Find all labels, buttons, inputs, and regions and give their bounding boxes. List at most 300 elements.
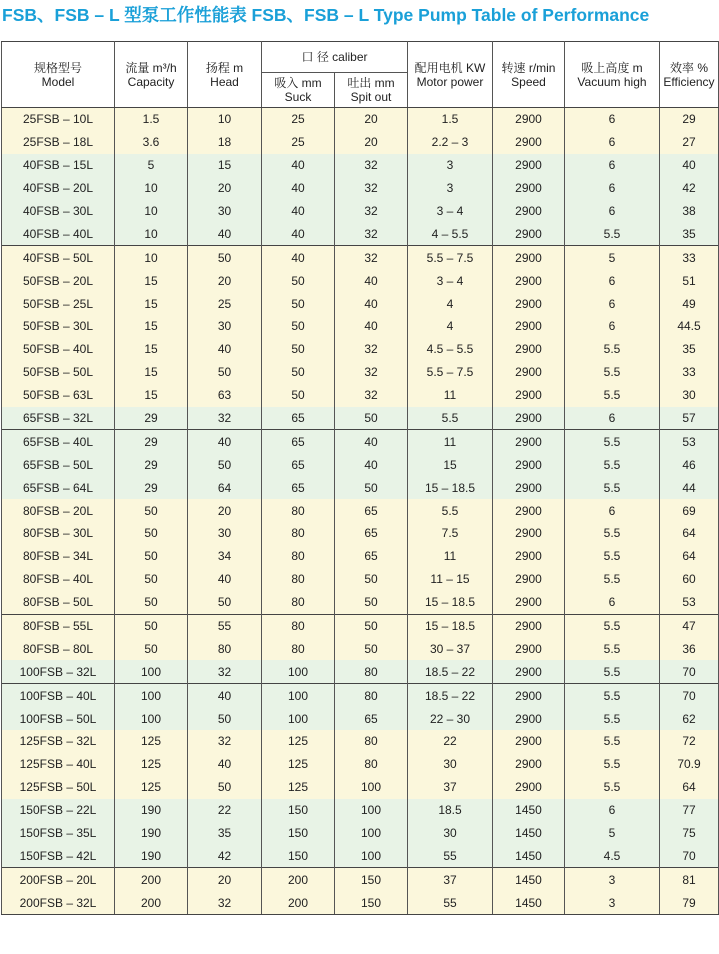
cell-spit: 20 [335,131,408,154]
cell-spit: 100 [335,822,408,845]
cell-eff: 64 [660,545,719,568]
table-row [2,614,719,637]
cell-vacuum: 6 [565,200,660,223]
cell-vacuum: 5.5 [565,522,660,545]
cell-eff: 70 [660,660,719,683]
cell-spit: 80 [335,684,408,707]
cell-motor: 5.5 [408,407,493,430]
cell-head: 30 [188,315,262,338]
cell-model: 65FSB – 64L [2,476,115,499]
table-row [2,476,719,499]
cell-suck: 80 [262,545,335,568]
cell-suck: 40 [262,200,335,223]
cell-speed: 2900 [493,222,565,245]
cell-vacuum: 5.5 [565,776,660,799]
cell-eff: 77 [660,799,719,822]
cell-speed: 2900 [493,338,565,361]
cell-motor: 30 [408,822,493,845]
cell-suck: 125 [262,730,335,753]
cell-speed: 2900 [493,292,565,315]
cell-capacity: 200 [115,891,188,914]
table-row [2,384,719,407]
cell-motor: 3 – 4 [408,269,493,292]
cell-head: 40 [188,430,262,453]
cell-motor: 3 – 4 [408,200,493,223]
cell-spit: 100 [335,799,408,822]
cell-motor: 55 [408,891,493,914]
cell-speed: 2900 [493,154,565,177]
cell-head: 25 [188,292,262,315]
cell-vacuum: 5.5 [565,684,660,707]
cell-eff: 64 [660,776,719,799]
cell-spit: 50 [335,407,408,430]
cell-model: 80FSB – 20L [2,499,115,522]
cell-capacity: 50 [115,568,188,591]
cell-capacity: 125 [115,776,188,799]
cell-model: 150FSB – 35L [2,822,115,845]
cell-model: 200FSB – 20L [2,868,115,891]
cell-capacity: 125 [115,753,188,776]
cell-model: 80FSB – 34L [2,545,115,568]
header-model-en: Model [41,74,75,89]
cell-head: 32 [188,891,262,914]
cell-vacuum: 5.5 [565,545,660,568]
cell-model: 80FSB – 50L [2,591,115,614]
cell-vacuum: 3 [565,868,660,891]
cell-capacity: 190 [115,799,188,822]
cell-model: 100FSB – 32L [2,660,115,683]
cell-motor: 5.5 – 7.5 [408,246,493,269]
cell-vacuum: 6 [565,407,660,430]
table-row [2,868,719,891]
cell-head: 50 [188,361,262,384]
cell-suck: 200 [262,868,335,891]
cell-capacity: 15 [115,315,188,338]
cell-spit: 40 [335,269,408,292]
cell-motor: 37 [408,776,493,799]
table-row [2,799,719,822]
cell-suck: 150 [262,822,335,845]
cell-motor: 4 [408,292,493,315]
cell-motor: 11 [408,545,493,568]
cell-spit: 32 [335,200,408,223]
cell-vacuum: 5.5 [565,430,660,453]
header-spit-en: Spit out [350,90,392,104]
cell-eff: 57 [660,407,719,430]
cell-eff: 35 [660,338,719,361]
cell-capacity: 100 [115,660,188,683]
cell-spit: 50 [335,637,408,660]
cell-speed: 2900 [493,453,565,476]
cell-head: 32 [188,407,262,430]
header-suck-en: Suck [284,90,312,104]
cell-model: 25FSB – 10L [2,108,115,131]
cell-speed: 1450 [493,822,565,845]
cell-suck: 150 [262,845,335,868]
cell-vacuum: 5.5 [565,614,660,637]
cell-eff: 38 [660,200,719,223]
cell-model: 125FSB – 40L [2,753,115,776]
cell-motor: 3 [408,154,493,177]
table-row [2,568,719,591]
cell-capacity: 29 [115,407,188,430]
cell-capacity: 5 [115,154,188,177]
table-row [2,131,719,154]
cell-spit: 100 [335,845,408,868]
table-row [2,246,719,269]
cell-motor: 22 [408,730,493,753]
cell-suck: 100 [262,660,335,683]
cell-motor: 30 – 37 [408,637,493,660]
table-row [2,407,719,430]
header-capacity-en: Capacity [127,74,175,89]
cell-head: 32 [188,660,262,683]
cell-eff: 62 [660,707,719,730]
table-row [2,753,719,776]
table-row [2,154,719,177]
header-suck [262,73,335,108]
cell-eff: 53 [660,430,719,453]
table-row [2,338,719,361]
cell-spit: 32 [335,177,408,200]
table-row [2,637,719,660]
cell-speed: 2900 [493,177,565,200]
cell-eff: 36 [660,637,719,660]
header-spit-cn: 吐出 mm [347,76,395,90]
cell-vacuum: 5.5 [565,476,660,499]
cell-model: 80FSB – 30L [2,522,115,545]
cell-model: 50FSB – 50L [2,361,115,384]
cell-capacity: 15 [115,338,188,361]
cell-eff: 75 [660,822,719,845]
table-row [2,315,719,338]
header-speed-en: Speed [511,74,546,89]
cell-motor: 55 [408,845,493,868]
header-efficiency [660,42,719,108]
table-header [2,42,719,108]
cell-vacuum: 5.5 [565,384,660,407]
cell-spit: 80 [335,730,408,753]
cell-head: 64 [188,476,262,499]
cell-capacity: 100 [115,684,188,707]
header-head-en: Head [210,74,239,89]
cell-head: 20 [188,177,262,200]
header-suck-cn: 吸入 mm [274,76,322,90]
header-efficiency-cn: 效率 % [669,60,708,75]
cell-capacity: 50 [115,614,188,637]
cell-eff: 79 [660,891,719,914]
cell-head: 20 [188,868,262,891]
cell-capacity: 10 [115,222,188,245]
table-row [2,222,719,245]
performance-table [1,41,719,915]
cell-motor: 7.5 [408,522,493,545]
header-vacuum-en: Vacuum high [577,74,647,89]
table-body [2,108,719,915]
cell-spit: 65 [335,499,408,522]
cell-suck: 40 [262,177,335,200]
cell-model: 50FSB – 20L [2,269,115,292]
cell-suck: 80 [262,637,335,660]
cell-suck: 100 [262,707,335,730]
table-row [2,269,719,292]
table-row [2,660,719,683]
cell-suck: 150 [262,799,335,822]
table-row [2,545,719,568]
cell-suck: 50 [262,315,335,338]
cell-model: 65FSB – 32L [2,407,115,430]
header-model-cn: 规格型号 [33,60,82,75]
cell-motor: 30 [408,753,493,776]
cell-head: 20 [188,499,262,522]
cell-spit: 50 [335,591,408,614]
cell-vacuum: 5 [565,822,660,845]
header-capacity-cn: 流量 m³/h [125,60,177,75]
cell-model: 80FSB – 40L [2,568,115,591]
cell-spit: 20 [335,108,408,131]
cell-capacity: 190 [115,845,188,868]
cell-spit: 50 [335,568,408,591]
cell-head: 63 [188,384,262,407]
cell-spit: 65 [335,707,408,730]
cell-motor: 15 – 18.5 [408,591,493,614]
cell-head: 50 [188,707,262,730]
cell-capacity: 50 [115,637,188,660]
table-row [2,292,719,315]
cell-speed: 2900 [493,430,565,453]
cell-eff: 70.9 [660,753,719,776]
cell-spit: 65 [335,522,408,545]
cell-capacity: 100 [115,707,188,730]
cell-suck: 25 [262,131,335,154]
cell-suck: 40 [262,222,335,245]
cell-speed: 2900 [493,637,565,660]
cell-speed: 2900 [493,753,565,776]
cell-suck: 65 [262,407,335,430]
cell-capacity: 10 [115,246,188,269]
cell-capacity: 125 [115,730,188,753]
cell-model: 80FSB – 55L [2,614,115,637]
cell-suck: 65 [262,453,335,476]
cell-vacuum: 6 [565,131,660,154]
cell-speed: 2900 [493,246,565,269]
cell-head: 50 [188,591,262,614]
header-model [2,42,115,108]
cell-suck: 125 [262,753,335,776]
cell-head: 20 [188,269,262,292]
cell-suck: 80 [262,499,335,522]
cell-capacity: 15 [115,292,188,315]
cell-motor: 18.5 – 22 [408,660,493,683]
cell-model: 80FSB – 80L [2,637,115,660]
cell-eff: 47 [660,614,719,637]
cell-head: 50 [188,246,262,269]
cell-motor: 3 [408,177,493,200]
header-efficiency-en: Efficiency [663,74,715,89]
cell-head: 32 [188,730,262,753]
cell-speed: 2900 [493,684,565,707]
cell-head: 30 [188,200,262,223]
cell-spit: 40 [335,292,408,315]
cell-suck: 100 [262,684,335,707]
cell-capacity: 200 [115,868,188,891]
cell-motor: 18.5 [408,799,493,822]
cell-spit: 32 [335,361,408,384]
cell-motor: 37 [408,868,493,891]
cell-suck: 65 [262,430,335,453]
cell-speed: 1450 [493,845,565,868]
cell-eff: 51 [660,269,719,292]
cell-speed: 2900 [493,660,565,683]
cell-suck: 50 [262,338,335,361]
header-head [188,42,262,108]
cell-eff: 70 [660,684,719,707]
cell-vacuum: 4.5 [565,845,660,868]
cell-capacity: 50 [115,545,188,568]
cell-model: 65FSB – 40L [2,430,115,453]
cell-capacity: 50 [115,522,188,545]
table-row [2,730,719,753]
cell-model: 40FSB – 50L [2,246,115,269]
cell-eff: 44.5 [660,315,719,338]
cell-vacuum: 3 [565,891,660,914]
cell-speed: 2900 [493,384,565,407]
cell-model: 150FSB – 42L [2,845,115,868]
table-row [2,591,719,614]
header-motor-cn: 配用电机 KW [414,60,486,75]
cell-eff: 29 [660,108,719,131]
cell-eff: 44 [660,476,719,499]
table-row [2,684,719,707]
cell-speed: 2900 [493,131,565,154]
cell-spit: 32 [335,338,408,361]
cell-motor: 15 – 18.5 [408,476,493,499]
table-row [2,361,719,384]
cell-model: 50FSB – 25L [2,292,115,315]
cell-eff: 81 [660,868,719,891]
cell-speed: 2900 [493,476,565,499]
cell-motor: 4 – 5.5 [408,222,493,245]
cell-head: 40 [188,568,262,591]
cell-eff: 42 [660,177,719,200]
cell-head: 35 [188,822,262,845]
cell-suck: 50 [262,361,335,384]
cell-speed: 1450 [493,868,565,891]
cell-suck: 80 [262,568,335,591]
cell-capacity: 1.5 [115,108,188,131]
header-speed-cn: 转速 r/min [501,60,556,75]
cell-eff: 64 [660,522,719,545]
cell-suck: 200 [262,891,335,914]
cell-spit: 100 [335,776,408,799]
cell-vacuum: 5.5 [565,637,660,660]
cell-spit: 40 [335,430,408,453]
table-row [2,108,719,131]
cell-suck: 125 [262,776,335,799]
cell-speed: 2900 [493,108,565,131]
cell-vacuum: 6 [565,591,660,614]
cell-speed: 2900 [493,545,565,568]
cell-vacuum: 6 [565,154,660,177]
cell-capacity: 10 [115,177,188,200]
cell-suck: 80 [262,522,335,545]
cell-capacity: 50 [115,499,188,522]
cell-speed: 2900 [493,499,565,522]
cell-spit: 32 [335,246,408,269]
cell-vacuum: 6 [565,799,660,822]
header-motor-en: Motor power [416,74,484,89]
cell-head: 80 [188,637,262,660]
page-title: FSB、FSB – L 型泵工作性能表 FSB、FSB – L Type Pump Table of Performance [2,5,650,25]
cell-head: 40 [188,222,262,245]
cell-speed: 2900 [493,315,565,338]
cell-speed: 2900 [493,200,565,223]
cell-speed: 2900 [493,730,565,753]
cell-model: 100FSB – 50L [2,707,115,730]
cell-model: 40FSB – 30L [2,200,115,223]
cell-model: 40FSB – 15L [2,154,115,177]
cell-spit: 80 [335,660,408,683]
header-caliber: 口 径 caliber [262,42,408,73]
cell-model: 150FSB – 22L [2,799,115,822]
table-row [2,776,719,799]
cell-model: 40FSB – 20L [2,177,115,200]
cell-eff: 69 [660,499,719,522]
table-row [2,822,719,845]
cell-head: 55 [188,614,262,637]
cell-vacuum: 6 [565,269,660,292]
table-row [2,430,719,453]
cell-eff: 49 [660,292,719,315]
cell-spit: 50 [335,614,408,637]
cell-eff: 40 [660,154,719,177]
cell-head: 40 [188,684,262,707]
cell-motor: 5.5 – 7.5 [408,361,493,384]
cell-eff: 33 [660,361,719,384]
cell-speed: 2900 [493,522,565,545]
cell-vacuum: 5.5 [565,707,660,730]
cell-suck: 80 [262,614,335,637]
cell-speed: 2900 [493,407,565,430]
cell-eff: 60 [660,568,719,591]
cell-eff: 53 [660,591,719,614]
cell-eff: 46 [660,453,719,476]
cell-head: 30 [188,522,262,545]
header-motor [408,42,493,108]
cell-speed: 2900 [493,568,565,591]
cell-capacity: 3.6 [115,131,188,154]
cell-vacuum: 6 [565,315,660,338]
cell-capacity: 50 [115,591,188,614]
cell-motor: 2.2 – 3 [408,131,493,154]
cell-motor: 4 [408,315,493,338]
cell-model: 125FSB – 32L [2,730,115,753]
cell-suck: 65 [262,476,335,499]
cell-head: 50 [188,776,262,799]
cell-spit: 40 [335,315,408,338]
cell-motor: 4.5 – 5.5 [408,338,493,361]
cell-suck: 40 [262,246,335,269]
cell-eff: 72 [660,730,719,753]
cell-head: 34 [188,545,262,568]
cell-head: 40 [188,338,262,361]
cell-spit: 32 [335,384,408,407]
header-vacuum-cn: 吸上高度 m [581,60,643,75]
table-row [2,177,719,200]
header-head-cn: 扬程 m [205,60,244,75]
cell-model: 65FSB – 50L [2,453,115,476]
cell-model: 25FSB – 18L [2,131,115,154]
